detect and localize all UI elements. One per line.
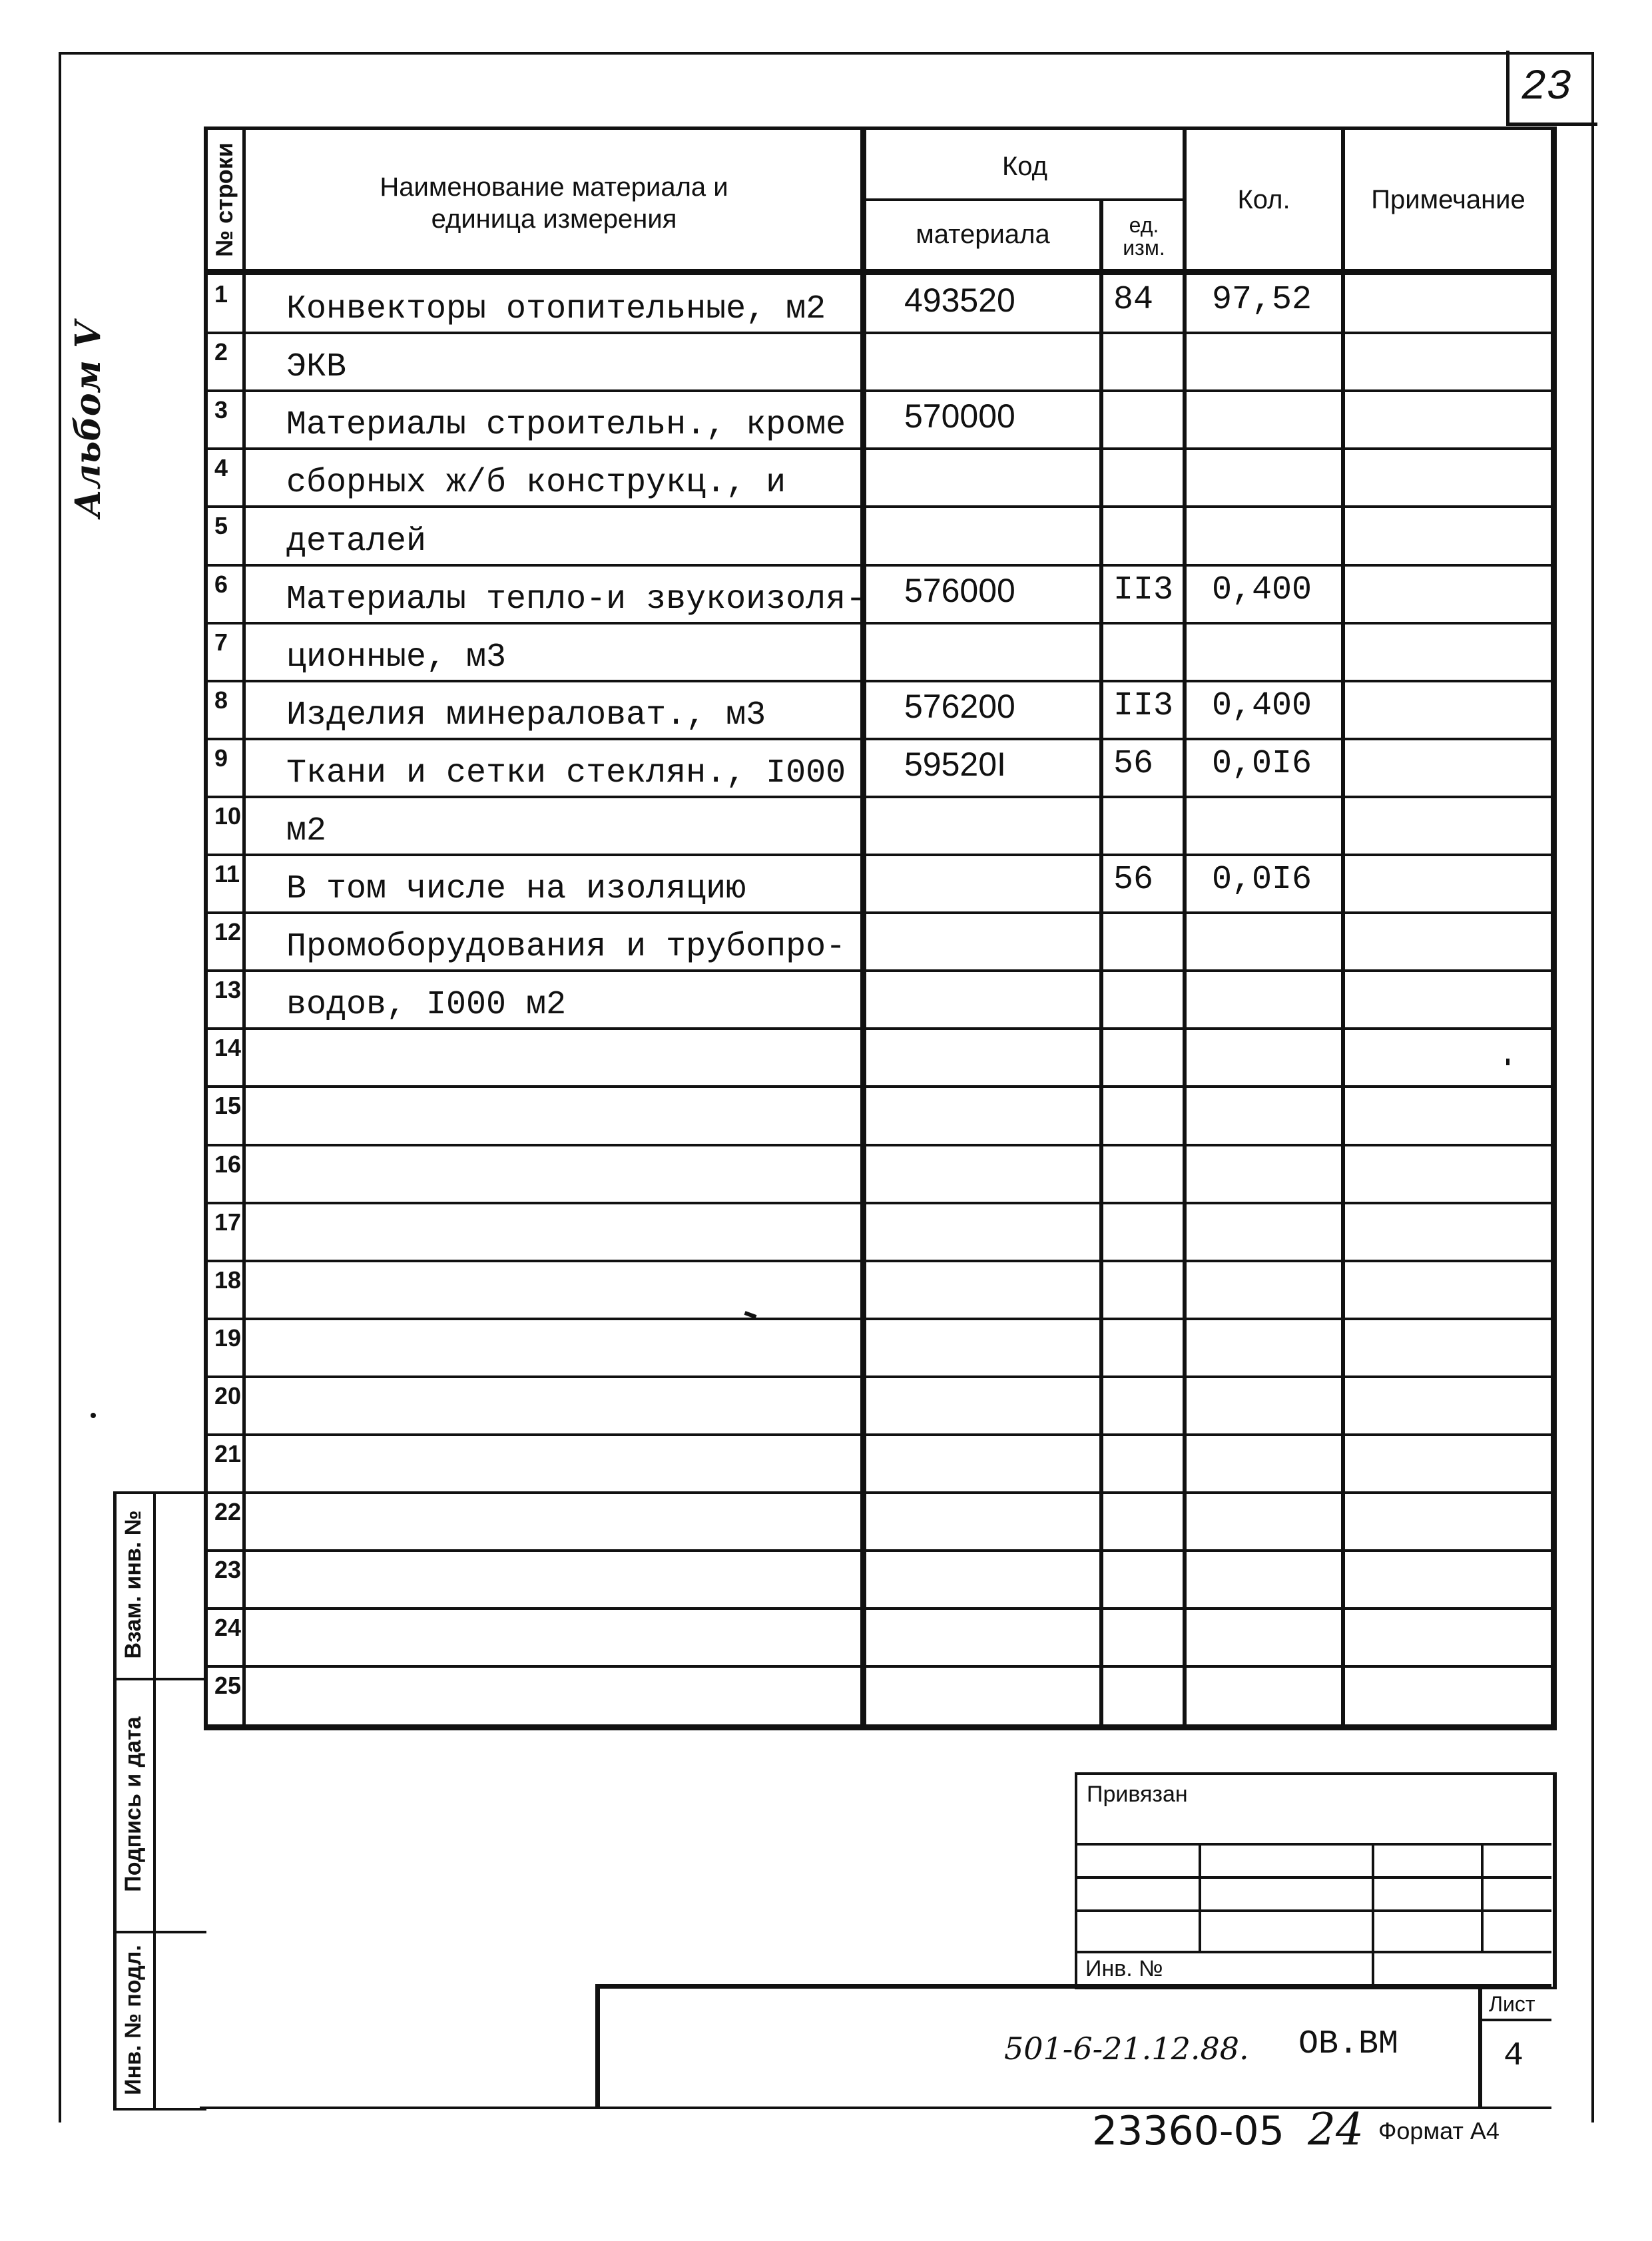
header-name-line2: единица измерения — [431, 204, 677, 234]
row-material-name: ционные, м3 — [286, 638, 507, 676]
row-material-code: 576000 — [904, 572, 1015, 609]
row-divider — [204, 969, 1557, 972]
row-divider — [204, 796, 1557, 798]
row-divider — [204, 447, 1557, 450]
row-material-name: ЭКВ — [286, 348, 347, 386]
row-number: 13 — [214, 976, 242, 1003]
row-divider — [204, 564, 1557, 567]
row-quantity: 0,400 — [1212, 687, 1312, 725]
row-material-name: Изделия минераловат., м3 — [286, 696, 766, 734]
row-material-name: Промоборудования и трубопро- — [286, 928, 846, 966]
row-material-name: м2 — [286, 812, 327, 850]
row-number: 15 — [214, 1092, 242, 1119]
row-divider — [204, 622, 1557, 624]
header-material-code: материала — [916, 220, 1050, 249]
row-material-name: Конвекторы отопительные, м2 — [286, 290, 826, 328]
row-divider — [204, 1375, 1557, 1378]
row-material-code: 570000 — [904, 397, 1015, 435]
row-divider — [204, 389, 1557, 392]
page-number: 23 — [1521, 64, 1572, 112]
row-divider — [204, 1318, 1557, 1320]
row-divider — [204, 911, 1557, 914]
col-line-left — [204, 126, 208, 1730]
row-number: 4 — [214, 454, 228, 481]
header-note: Примечание — [1371, 185, 1525, 214]
privyazan-col3 — [1481, 1843, 1484, 1953]
row-unit-code: 84 — [1113, 281, 1154, 319]
frame-left-line — [59, 52, 61, 2122]
row-material-name: В том числе на изоляцию — [286, 870, 746, 908]
row-number: 1 — [214, 280, 228, 308]
row-number: 24 — [214, 1614, 242, 1641]
row-divider — [204, 1260, 1557, 1262]
row-quantity: 0,400 — [1212, 571, 1312, 609]
row-quantity: 0,0I6 — [1212, 861, 1312, 899]
table-bottom-line — [204, 1724, 1557, 1730]
row-divider — [204, 332, 1557, 334]
footer-stamp-page: 24 — [1308, 2104, 1364, 2155]
row-unit-code: 56 — [1113, 745, 1154, 783]
doc-code-handwritten: 501-6-21.12.88. — [1004, 2031, 1249, 2067]
row-divider — [204, 1202, 1557, 1204]
row-number: 12 — [214, 918, 242, 945]
row-divider — [204, 1665, 1557, 1668]
album-side-note: Альбом V — [67, 321, 109, 518]
frame-top-line — [59, 52, 1594, 55]
row-number: 11 — [214, 860, 240, 887]
row-number: 3 — [214, 396, 228, 423]
row-divider — [204, 1144, 1557, 1146]
row-divider — [204, 680, 1557, 682]
privyazan-line1 — [1075, 1843, 1551, 1846]
row-divider — [204, 1491, 1557, 1494]
list-number: 4 — [1504, 2037, 1524, 2075]
title-list-split — [1478, 2019, 1551, 2021]
row-material-code: 59520I — [904, 746, 1006, 783]
row-divider — [204, 854, 1557, 856]
privyazan-line4 — [1075, 1951, 1551, 1953]
title-list-col — [1478, 1984, 1482, 2108]
scan-speck — [91, 1413, 96, 1418]
side-stamp-line1 — [113, 1678, 206, 1680]
header-code: Код — [1001, 152, 1047, 181]
row-divider — [204, 505, 1557, 508]
row-quantity: 0,0I6 — [1212, 745, 1312, 783]
row-number: 19 — [214, 1324, 242, 1352]
privyazan-col2 — [1372, 1843, 1374, 1984]
row-material-name: сборных ж/б конструкц., и — [286, 464, 786, 502]
header-row-number: № строки — [210, 142, 238, 257]
row-number: 20 — [214, 1382, 242, 1409]
row-divider — [204, 738, 1557, 740]
row-number: 22 — [214, 1498, 242, 1525]
side-stamp-bottom — [113, 2108, 206, 2111]
title-left-line — [595, 1984, 600, 2108]
list-label: Лист — [1489, 1992, 1535, 2016]
privyazan-col1 — [1199, 1843, 1201, 1953]
row-material-name: Материалы тепло-и звукоизоля- — [286, 581, 866, 619]
row-number: 2 — [214, 338, 228, 366]
header-unit-code: ед. изм. — [1123, 213, 1165, 260]
row-number: 21 — [214, 1440, 242, 1467]
privyazan-label: Привязан — [1087, 1782, 1188, 1807]
doc-code: ОВ.ВМ — [1298, 2025, 1399, 2063]
header-quantity: Кол. — [1237, 185, 1290, 214]
header-top-line — [204, 126, 1557, 130]
row-number: 14 — [214, 1034, 242, 1061]
row-divider — [204, 1027, 1557, 1030]
row-material-name: Ткани и сетки стеклян., I000 — [286, 754, 846, 792]
row-number: 6 — [214, 571, 228, 598]
row-divider — [204, 1549, 1557, 1552]
row-number: 8 — [214, 686, 228, 714]
col-line-unit — [1183, 126, 1187, 1730]
side-stamp-inner — [153, 1491, 156, 2111]
footer-format: Формат А4 — [1378, 2117, 1500, 2144]
header-code-split — [860, 198, 1187, 201]
row-number: 9 — [214, 744, 228, 772]
row-number: 10 — [214, 802, 242, 830]
col-line-qty — [1341, 126, 1345, 1730]
row-unit-code: 56 — [1113, 861, 1154, 899]
row-material-name: Материалы строительн., кроме — [286, 406, 846, 444]
row-material-code: 576200 — [904, 688, 1015, 725]
col-line-name — [860, 126, 866, 1730]
side-stamp-vzam: Взам. инв. № — [120, 1510, 146, 1659]
row-unit-code: II3 — [1113, 571, 1174, 609]
inv-no-label: Инв. № — [1085, 1956, 1163, 1981]
row-number: 5 — [214, 512, 228, 539]
row-number: 16 — [214, 1150, 242, 1178]
footer-stamp-number: 23360-05 — [1092, 2108, 1284, 2154]
privyazan-line3 — [1075, 1909, 1551, 1912]
row-divider — [204, 1607, 1557, 1610]
side-stamp-inv-podl: Инв. № подл. — [120, 1945, 146, 2095]
row-material-name: водов, I000 м2 — [286, 986, 567, 1024]
row-quantity: 97,52 — [1212, 281, 1312, 319]
row-number: 25 — [214, 1672, 242, 1699]
row-material-name: деталей — [286, 523, 427, 561]
row-number: 17 — [214, 1208, 242, 1236]
row-unit-code: II3 — [1113, 687, 1174, 725]
header-bottom-line — [204, 269, 1557, 275]
row-divider — [204, 1085, 1557, 1088]
row-number: 7 — [214, 628, 228, 656]
privyazan-line2 — [1075, 1876, 1551, 1879]
row-number: 18 — [214, 1266, 242, 1294]
row-material-code: 493520 — [904, 282, 1015, 319]
col-line-right — [1551, 126, 1557, 1730]
header-name-line1: Наименование материала и — [380, 172, 728, 202]
row-number: 23 — [214, 1556, 242, 1583]
row-divider — [204, 1433, 1557, 1436]
frame-right-line — [1591, 52, 1594, 2122]
col-line-material — [1099, 200, 1103, 1730]
side-stamp-podpis: Подпись и дата — [120, 1716, 146, 1892]
scan-speck — [1506, 1059, 1510, 1065]
title-top-line — [595, 1984, 1551, 1989]
